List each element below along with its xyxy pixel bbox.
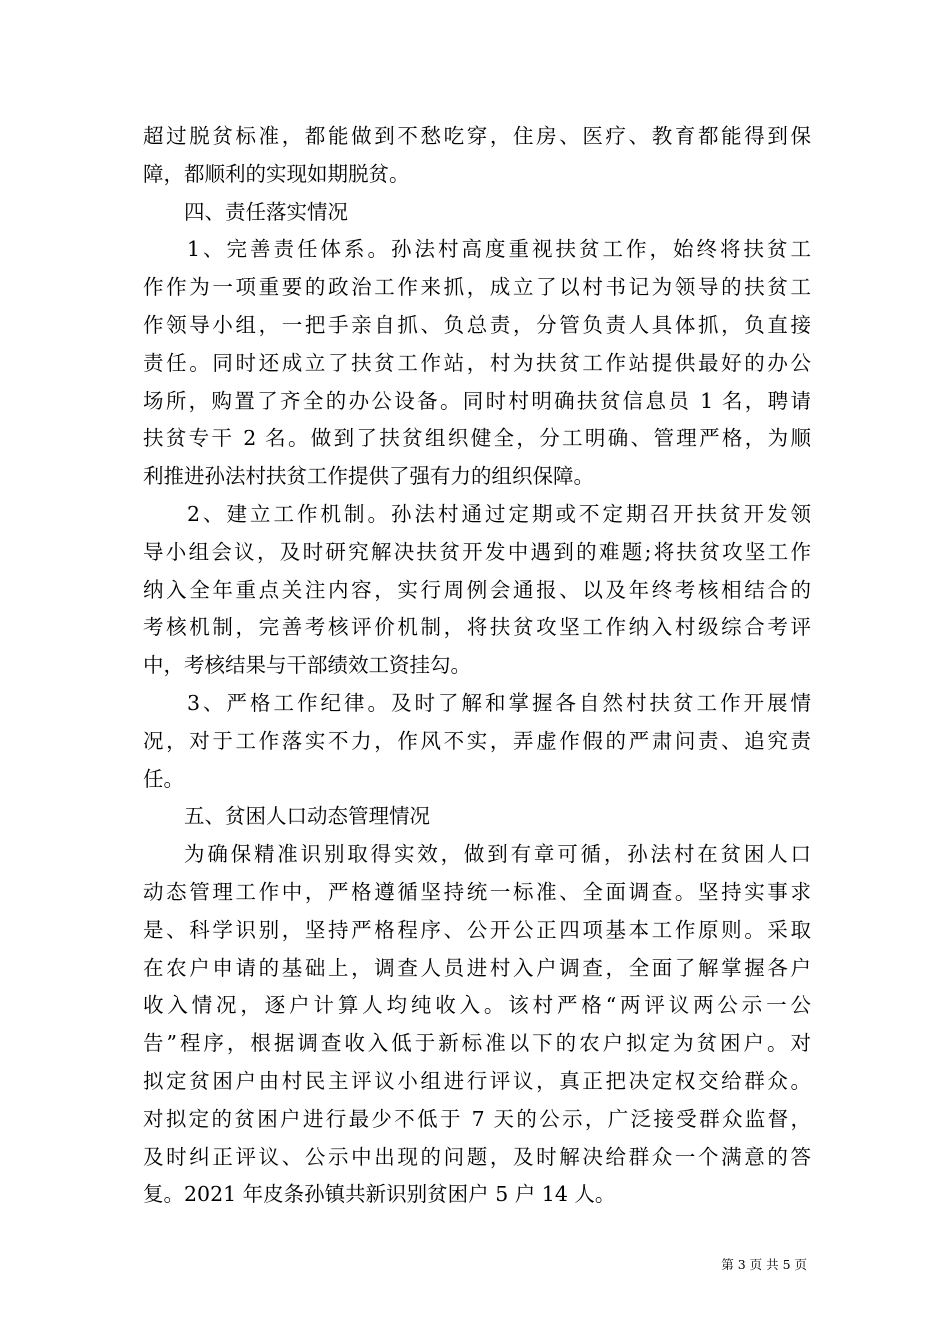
text-line: 作作为一项重要的政治工作来抓，成立了以村书记为领导的扶贫工 [143, 275, 811, 300]
text-line: 场所，购置了齐全的办公设备。同时村明确扶贫信息员 1 名，聘请 [143, 388, 811, 413]
text-line: 利推进孙法村扶贫工作提供了强有力的组织保障。 [143, 464, 594, 489]
text-line: 对拟定的贫困户进行最少不低于 7 天的公示，广泛接受群众监督， [143, 1106, 811, 1131]
text-line: 导小组会议，及时研究解决扶贫开发中遇到的难题;将扶贫攻坚工作 [143, 539, 811, 564]
text-line: 四、责任落实情况 [184, 199, 348, 224]
text-line: 3、严格工作纪律。及时了解和掌握各自然村扶贫工作开展情 [187, 690, 811, 715]
text-line: 超过脱贫标准，都能做到不愁吃穿，住房、医疗、教育都能得到保 [143, 124, 811, 148]
text-line: 及时纠正评议、公示中出现的问题，及时解决给群众一个满意的答 [143, 1144, 811, 1169]
text-line: 五、贫困人口动态管理情况 [184, 804, 430, 829]
text-line: 考核机制，完善考核评价机制，将扶贫攻坚工作纳入村级综合考评 [143, 615, 811, 640]
text-line: 责任。同时还成立了扶贫工作站，村为扶贫工作站提供最好的办公 [143, 350, 811, 375]
text-line: 为确保精准识别取得实效，做到有章可循，孙法村在贫困人口 [184, 842, 811, 867]
text-line: 作领导小组，一把手亲自抓、负总责，分管负责人具体抓，负直接 [143, 312, 811, 337]
text-line: 2、建立工作机制。孙法村通过定期或不定期召开扶贫开发领 [187, 501, 811, 526]
text-line: 1、完善责任体系。孙法村高度重视扶贫工作，始终将扶贫工 [187, 237, 811, 262]
text-line: 扶贫专干 2 名。做到了扶贫组织健全，分工明确、管理严格，为顺 [143, 426, 811, 451]
text-line: 任。 [143, 766, 184, 791]
text-line: 中，考核结果与干部绩效工资挂勾。 [143, 653, 471, 678]
document-body [143, 118, 811, 1214]
text-line: 拟定贫困户由村民主评议小组进行评议，真正把决定权交给群众。 [143, 1068, 811, 1093]
text-line: 纳入全年重点关注内容，实行周例会通报、以及年终考核相结合的 [143, 577, 811, 602]
text-line: 收入情况，逐户计算人均纯收入。该村严格“两评议两公示一公 [143, 993, 811, 1018]
text-line: 在农户申请的基础上，调查人员进村入户调查，全面了解掌握各户 [143, 955, 811, 980]
page-number-footer: 第 3 页 共 5 页 [721, 1257, 807, 1272]
text-line: 复。2021 年皮条孙镇共新识别贫困户 5 户 14 人。 [143, 1182, 616, 1207]
text-line: 是、科学识别，坚持严格程序、公开公正四项基本工作原则。采取 [143, 917, 811, 942]
text-line: 动态管理工作中，严格遵循坚持统一标准、全面调查。坚持实事求 [143, 879, 811, 904]
text-line: 况，对于工作落实不力，作风不实，弄虚作假的严肃问责、追究责 [143, 728, 811, 753]
text-line: 障，都顺利的实现如期脱贫。 [143, 161, 410, 186]
text-line: 告”程序，根据调查收入低于新标准以下的农户拟定为贫困户。对 [143, 1031, 811, 1056]
